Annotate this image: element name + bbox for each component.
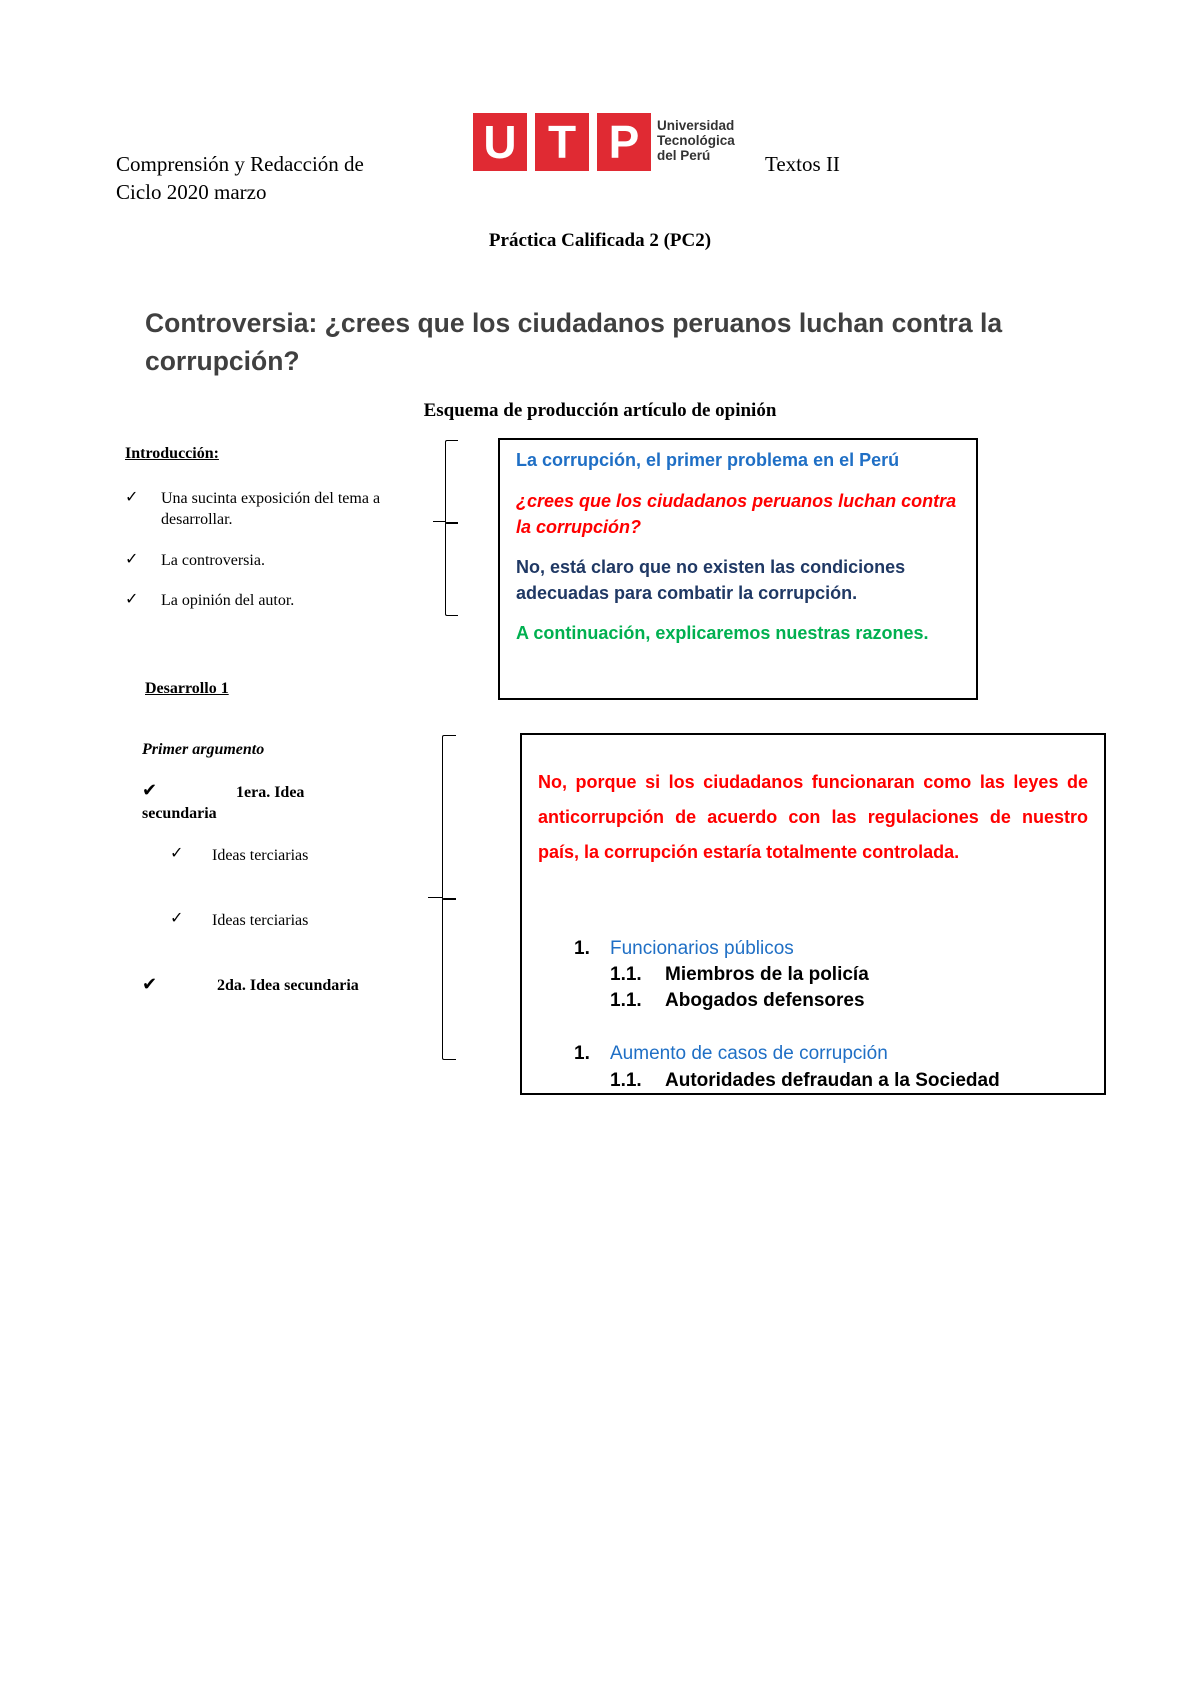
introduction-label: Introducción: — [125, 445, 219, 462]
logo-letter-p: P — [608, 116, 640, 168]
check-icon: ✓ — [125, 551, 139, 568]
article-question: ¿crees que los ciudadanos peruanos luchan contra la corrupción? — [516, 491, 957, 537]
list-subnumber: 1.1. — [610, 1070, 642, 1091]
bracket-bottom — [445, 522, 458, 616]
tertiary-idea-2: Ideas terciarias — [212, 912, 309, 929]
article-transition: A continuación, explicaremos nuestras razones. — [516, 623, 929, 643]
check-icon: ✔ — [142, 780, 158, 800]
list-subitem: Abogados defensores — [665, 990, 865, 1011]
article-title: La corrupción, el primer problema en el Perú — [516, 450, 900, 470]
controversy-heading: Controversia: ¿crees que los ciudadanos peruanos luchan contra la corrupción? — [145, 308, 1003, 376]
secondary-idea-2: 2da. Idea secundaria — [217, 977, 359, 994]
course-header — [116, 150, 364, 206]
bracket-top — [445, 440, 458, 524]
article-opinion: No, está claro que no existen las condiciones adecuadas para combatir la corrupción. — [516, 557, 906, 603]
introduction-box — [498, 438, 978, 700]
logo-letter-u: U — [483, 116, 517, 168]
tertiary-idea-1: Ideas terciarias — [212, 847, 309, 864]
check-icon: ✓ — [170, 910, 184, 927]
intro-item-topic: Una sucinta exposición del tema a desarrollar. — [161, 490, 381, 528]
secondary-idea-1: 1era. Idea secundaria — [142, 784, 305, 822]
intro-item-opinion: La opinión del autor. — [161, 592, 295, 609]
logo-university-name: Universidad Tecnológica del Perú — [657, 118, 735, 163]
logo-letter-t: T — [547, 116, 577, 168]
bracket-top — [442, 735, 456, 900]
list-subitem: Miembros de la policía — [665, 964, 869, 985]
list-subnumber: 1.1. — [610, 990, 642, 1011]
check-icon: ✓ — [125, 591, 139, 608]
list-item-title: Aumento de casos de corrupción — [610, 1043, 888, 1064]
course-title: Comprensión y Redacción de — [116, 152, 364, 176]
practice-title: Práctica Calificada 2 (PC2) — [488, 230, 712, 251]
development-label: Desarrollo 1 — [145, 680, 229, 697]
bracket-tip — [433, 521, 446, 522]
argument-paragraph: No, porque si los ciudadanos funcionaran como las leyes de anticorrupción de acuerdo con las regulaciones de nuestro país, la corrupción estaría totalmente controlada. — [538, 772, 1088, 862]
list-number: 1. — [574, 938, 590, 959]
schema-title: Esquema de producción artículo de opinión — [423, 400, 777, 421]
list-number: 1. — [574, 1043, 590, 1064]
list-item-title: Funcionarios públicos — [610, 938, 794, 959]
check-icon: ✓ — [125, 489, 139, 506]
check-icon: ✓ — [170, 845, 184, 862]
list-subitem: Autoridades defraudan a la Sociedad — [665, 1070, 1000, 1091]
bracket-tip — [428, 897, 443, 898]
check-icon: ✔ — [142, 974, 158, 994]
development-box — [520, 733, 1106, 1095]
intro-item-controversy: La controversia. — [161, 552, 265, 569]
course-title-end: Textos II — [765, 152, 840, 176]
bracket-bottom — [442, 898, 456, 1060]
utp-logo — [473, 113, 743, 171]
argument-label: Primer argumento — [142, 741, 265, 758]
course-cycle: Ciclo 2020 marzo — [116, 180, 267, 204]
list-subnumber: 1.1. — [610, 964, 642, 985]
